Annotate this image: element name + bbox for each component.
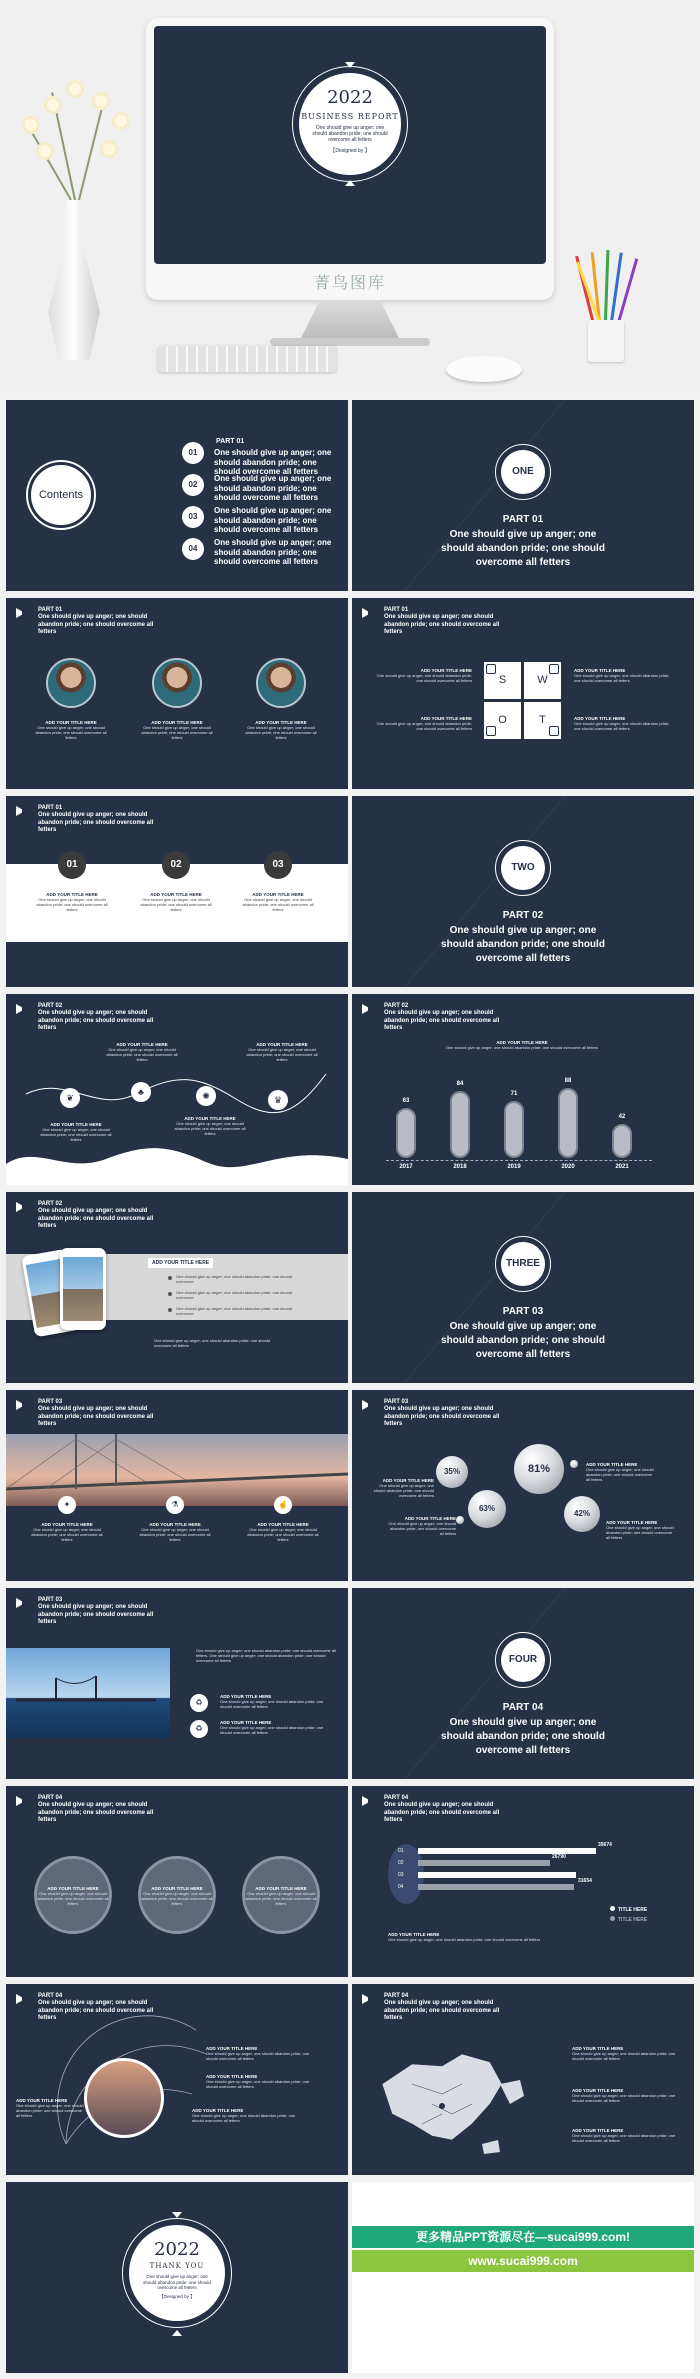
flower-icon	[100, 140, 118, 158]
laptop-icon	[486, 664, 496, 674]
slide-percent-balls: PART 03 One should give up anger; one should abandon pride; one should overcome all fetters 35% 81% 63% 42% ADD YOUR TITLE HERE One should give up anger; one should abandon pride; one should overcome all fetters ADD YOUR TITLE HERE One should give up anger; one should abandon pride; one should overcome all fetters ADD YOUR TITLE HERE One should give up anger; one should abandon pride; one should overcome all fetters ADD YOUR TITLE HERE One should give up anger; one should abandon pride; one should overcome all fetters	[352, 1390, 694, 1581]
slide-bar-chart: PART 02 One should give up anger; one should abandon pride; one should overcome all fetters ADD YOUR TITLE HERE One should give up anger; one should abandon pride; one should overcome all fetters 63 2017 84 2018 71 2019 88 2020 42 2021	[352, 994, 694, 1185]
monitor-screen	[154, 26, 546, 264]
bar-category-label: 2020	[561, 1164, 575, 1170]
bar-value-label: 63	[402, 1098, 410, 1104]
step-number: 01	[58, 851, 86, 879]
monitor-base	[270, 338, 430, 346]
percent-ball: 42%	[564, 1496, 600, 1532]
recycle-icon: ♻	[190, 1694, 208, 1712]
percent-ball: 81%	[514, 1444, 564, 1494]
slide-arcs: PART 04 One should give up anger; one should abandon pride; one should overcome all fetters ADD YOUR TITLE HERE One should give up anger; one should abandon pride; one should overcome all fetters ADD YOUR TITLE HERE One should give up anger; one should abandon pride; one should overcome all fetters ADD YOUR TITLE HERE One should give up anger; one should abandon pride; one should overcome all fetters ADD YOUR TITLE HERE One should give up anger; one should abandon pride; one should overcome all fetters	[6, 1984, 348, 2175]
section-part: PART 01	[502, 514, 544, 525]
bar-value-label: 84	[456, 1081, 464, 1087]
slide-bridge-text: PART 03 One should give up anger; one should abandon pride; one should overcome all fetters One should give up anger; one should abandon pride; one should overcome all fetters. One should give up anger; one should abandon pride; one should overcome all fetters ♻ ♻ ADD YOUR TITLE HERE One should give up anger; one should abandon pride; one should overcome all fetters ADD YOUR TITLE HERE One should give up anger; one should abandon pride; one should overcome all fetters	[6, 1588, 348, 1779]
flower-icon	[22, 116, 40, 134]
leaf-icon: ❦	[60, 1088, 80, 1108]
bank-icon	[549, 726, 559, 736]
swot-t: T	[524, 702, 561, 739]
dot-ball	[570, 1460, 578, 1468]
slide-steps: PART 01 One should give up anger; one should abandon pride; one should overcome all fetters 01 02 03 ADD YOUR TITLE HERE One should give up anger; one should abandon pride; one should overcome all fetters ADD YOUR TITLE HERE One should give up anger; one should abandon pride; one should overcome all fetters ADD YOUR TITLE HERE One should give up anger; one should abandon pride; one should overcome all fetters	[6, 796, 348, 987]
swot-w: W	[524, 662, 561, 699]
flower-icon	[92, 92, 110, 110]
section-part: PART 03	[502, 1306, 544, 1317]
step-number: 03	[264, 851, 292, 879]
section-title: One should give up anger; one should abandon pride; one should overcome all fetters	[441, 1321, 605, 1360]
contents-part: PART 01	[216, 438, 245, 445]
promo-banner[interactable]: 更多精品PPT资源尽在—sucai999.com!	[352, 2226, 694, 2248]
cover-badge	[292, 66, 408, 182]
percent-ball: 35%	[436, 1456, 468, 1488]
slide-contents: Contents PART 01 01 One should give up anger; one should abandon pride; one should overcome all fetters 02 One should give up anger; one should abandon pride; one should overcome all fetters 03 One should give up anger; one should abandon pride; one should overcome all fetters 04 One should give up anger; one should abandon pride; one should overcome all fetters	[6, 400, 348, 591]
hero-mockup	[0, 0, 700, 392]
flower-icon	[36, 142, 54, 160]
dot-ball	[456, 1516, 464, 1524]
thanks-badge: 2022 THANK YOU One should give up anger; one should abandon pride; one should overcome all fetters 【Designed by 】	[122, 2218, 232, 2328]
bar-value-label: 42	[618, 1114, 626, 1120]
chart-bar	[612, 1124, 632, 1158]
bridge-photo	[84, 2058, 164, 2138]
slide-map: PART 04 One should give up anger; one should abandon pride; one should overcome all fetters ADD YOUR TITLE HERE One should give up anger; one should abandon pride; one should overcome all fetters ADD YOUR TITLE HERE One should give up anger; one should abandon pride; one should overcome all fetters ADD YOUR TITLE HERE One should give up anger; one should abandon pride; one should overcome all fetters	[352, 1984, 694, 2175]
hbar	[418, 1884, 574, 1890]
thumb-icon: ☝	[274, 1496, 292, 1514]
step-number: 02	[162, 851, 190, 879]
mail-icon	[486, 726, 496, 736]
slide-wave: PART 02 One should give up anger; one should abandon pride; one should overcome all fetters ❦ ♣ ✺ ♛ ADD YOUR TITLE HERE One should give up anger; one should abandon pride; one should overcome all fetters ADD YOUR TITLE HERE One should give up anger; one should abandon pride; one should overcome all fetters ADD YOUR TITLE HERE One should give up anger; one should abandon pride; one should overcome all fetters ADD YOUR TITLE HERE One should give up anger; one should abandon pride; one should overcome all fetters	[6, 994, 348, 1185]
section-badge: TWO	[495, 840, 551, 896]
chart-title: ADD YOUR TITLE HERE	[496, 1040, 548, 1045]
bar-value-label: 71	[510, 1091, 518, 1097]
percent-ball: 63%	[468, 1490, 506, 1528]
bridge-photo	[6, 1648, 170, 1738]
section-part: PART 04	[502, 1702, 544, 1713]
chart-bar	[396, 1108, 416, 1158]
slide-swot: PART 01 One should give up anger; one should abandon pride; one should overcome all fetters S W O T ADD YOUR TITLE HERE One should give up anger; one should abandon pride; one should overcome all fetters ADD YOUR TITLE HERE One should give up anger; one should abandon pride; one should overcome all fetters ADD YOUR TITLE HERE One should give up anger; one should abandon pride; one should overcome all fetters ADD YOUR TITLE HERE One should give up anger; one should abandon pride; one should overcome all fetters	[352, 598, 694, 789]
mouse	[446, 356, 522, 382]
slide-thanks	[6, 2182, 348, 2373]
promo-url[interactable]: www.sucai999.com	[352, 2250, 694, 2272]
section-title: One should give up anger; one should abandon pride; one should overcome all fetters	[441, 925, 605, 964]
section-title: One should give up anger; one should abandon pride; one should overcome all fetters	[441, 529, 605, 568]
plant-icon: ♣	[131, 1082, 151, 1102]
lab-icon: ⚗	[166, 1496, 184, 1514]
hbar	[418, 1848, 596, 1854]
keyboard	[158, 346, 336, 372]
section-badge: FOUR	[495, 1632, 551, 1688]
bar-category-label: 2018	[453, 1164, 467, 1170]
calendar-icon	[549, 664, 559, 674]
slide-section-three	[352, 1192, 694, 1383]
slide-team: PART 01 One should give up anger; one should abandon pride; one should overcome all fetters ADD YOUR TITLE HERE One should give up anger; one should abandon pride; one should overcome all fetters ADD YOUR TITLE HERE One should give up anger; one should abandon pride; one should overcome all fetters ADD YOUR TITLE HERE One should give up anger; one should abandon pride; one should overcome all fetters	[6, 598, 348, 789]
monitor-brand: 菁鸟图库	[313, 273, 386, 292]
wave-lines	[6, 994, 348, 1185]
slide-phone: PART 02 One should give up anger; one should abandon pride; one should overcome all fetters ADD YOUR TITLE HERE One should give up anger; one should abandon pride; one should overcome One should give up anger; one should abandon pride; one should overcome One should give up anger; one should abandon pride; one should overcome One should give up anger; one should abandon pride; one should overcome all fetters	[6, 1192, 348, 1383]
section-part: PART 02	[502, 910, 544, 921]
trophy-icon: ♛	[268, 1090, 288, 1110]
pencil-cup	[588, 320, 624, 362]
bar-category-label: 2017	[399, 1164, 413, 1170]
phone-mockup	[60, 1248, 106, 1330]
section-title: One should give up anger; one should abandon pride; one should overcome all fetters	[441, 1717, 605, 1756]
sun-icon: ✺	[196, 1086, 216, 1106]
hbar	[418, 1860, 550, 1866]
hbar	[418, 1872, 576, 1878]
chart-bar	[504, 1101, 524, 1158]
slide-section-two	[352, 796, 694, 987]
swot-s: S	[484, 662, 521, 699]
bar-category-label: 2021	[615, 1164, 629, 1170]
slide-hbar: PART 04 One should give up anger; one should abandon pride; one should overcome all fetters 01 02 03 04 35674 26790 31654 TITLE HERE TITLE HERE ADD YOUR TITLE HERE One should give up anger; one should abandon pride; one should overcome all fetters	[352, 1786, 694, 1977]
bar-value-label: 88	[564, 1078, 572, 1084]
monitor	[146, 18, 554, 300]
slide-bridge-photo: PART 03 One should give up anger; one should abandon pride; one should overcome all fetters ✦ ⚗ ☝ ADD YOUR TITLE HERE One should give up anger; one should abandon pride; one should overcome all fetters ADD YOUR TITLE HERE One should give up anger; one should abandon pride; one should overcome all fetters ADD YOUR TITLE HERE One should give up anger; one should abandon pride; one should overcome all fetters	[6, 1390, 348, 1581]
phone-title: ADD YOUR TITLE HERE	[148, 1258, 213, 1268]
chart-bar	[450, 1091, 470, 1158]
recycle-icon: ♻	[190, 1720, 208, 1738]
vase	[48, 200, 100, 360]
china-map	[372, 2044, 532, 2154]
avatar	[46, 658, 96, 708]
cover-title: BUSINESS REPORT	[301, 112, 399, 121]
flower-icon	[66, 80, 84, 98]
section-badge: ONE	[495, 444, 551, 500]
cover-tag: 【Designed by 】	[330, 148, 370, 154]
swot-o: O	[484, 702, 521, 739]
bridge-photo	[6, 1434, 348, 1506]
slide-section-one	[352, 400, 694, 591]
cover-desc: One should give up anger; one should abandon pride; one should overcome all fetters	[312, 125, 388, 143]
avatar	[256, 658, 306, 708]
promo-panel	[352, 2182, 694, 2373]
avatar	[152, 658, 202, 708]
flower-icon	[44, 96, 62, 114]
cover-year: 2022	[327, 87, 373, 108]
contents-circle: Contents	[28, 462, 94, 528]
bar-category-label: 2019	[507, 1164, 521, 1170]
chart-bar	[558, 1088, 578, 1158]
flower-icon	[112, 112, 130, 130]
bulb-icon: ✦	[58, 1496, 76, 1514]
triangle-up-icon	[345, 180, 355, 186]
monitor-stand	[300, 300, 400, 340]
section-badge: THREE	[495, 1236, 551, 1292]
slide-rings: PART 04 One should give up anger; one should abandon pride; one should overcome all fetters ADD YOUR TITLE HERE One should give up anger; one should abandon pride; one should overcome all fetters ADD YOUR TITLE HERE One should give up anger; one should abandon pride; one should overcome all fetters ADD YOUR TITLE HERE One should give up anger; one should abandon pride; one should overcome all fetters	[6, 1786, 348, 1977]
slide-section-four	[352, 1588, 694, 1779]
